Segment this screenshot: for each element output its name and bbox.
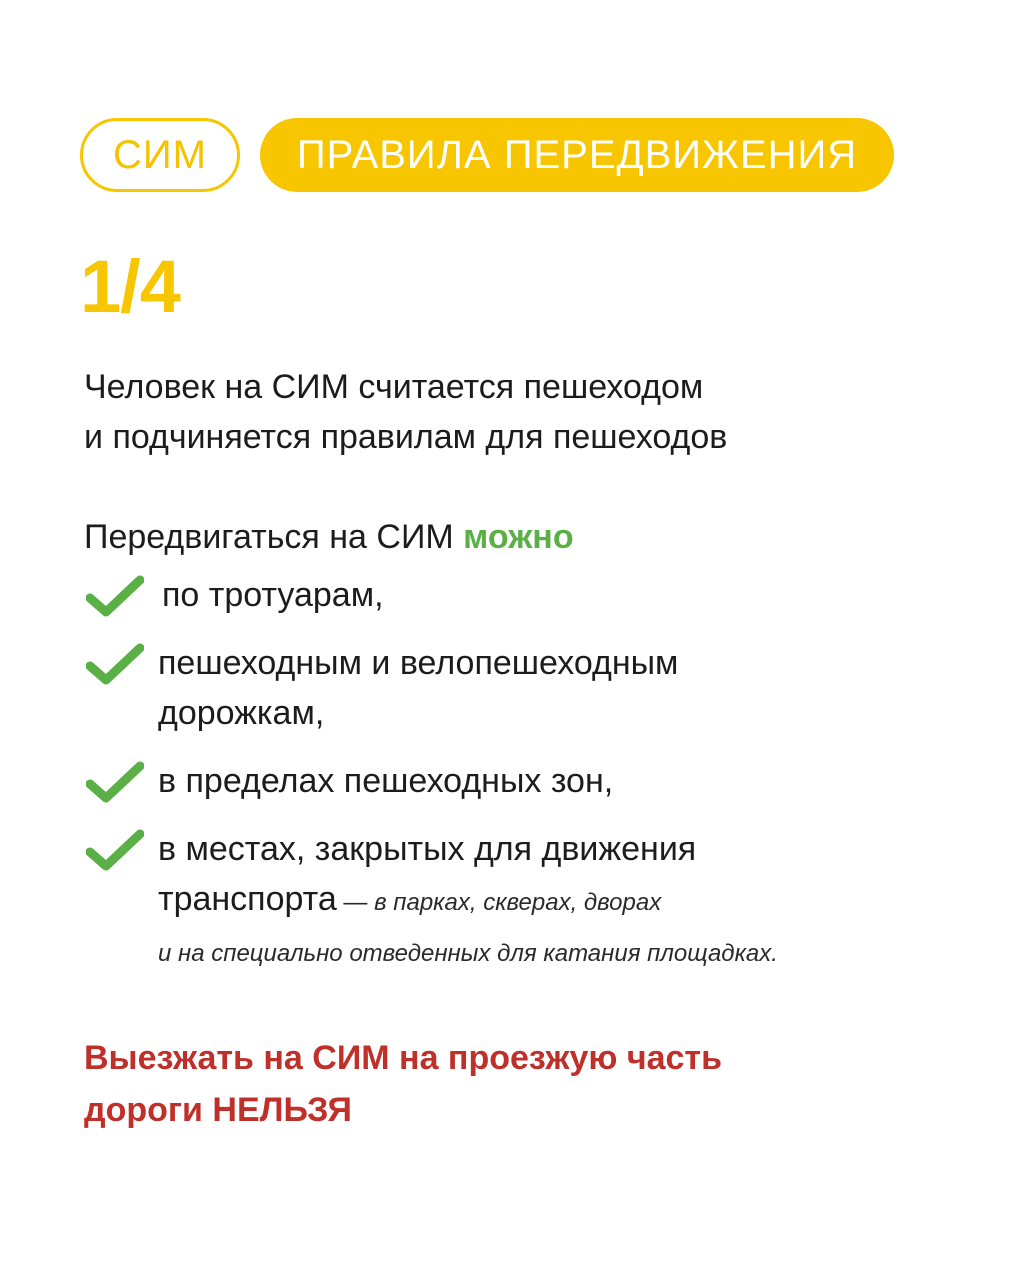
section-tag: ПРАВИЛА ПЕРЕДВИЖЕНИЯ <box>260 118 894 192</box>
header-tags <box>80 118 894 192</box>
list-item <box>86 824 986 980</box>
allowed-lead: Передвигаться на СИМ <box>84 518 464 556</box>
list-item-text-transport: транспорта <box>158 880 337 918</box>
check-icon <box>86 760 144 806</box>
list-item-text: пешеходным и велопешеходным <box>158 644 679 682</box>
list-item <box>86 570 986 620</box>
intro-line-2: и подчиняется правилам для пешеходов <box>84 418 728 456</box>
allowed-heading <box>84 512 574 562</box>
list-item <box>86 756 986 806</box>
warning-line-2: дороги НЕЛЬЗЯ <box>84 1091 352 1129</box>
topic-tag: СИМ <box>80 118 240 192</box>
list-item <box>86 638 986 738</box>
list-item-text-cont: дорожкам, <box>158 694 325 732</box>
slide-counter: 1/4 <box>80 245 180 328</box>
intro-line-1: Человек на СИМ считается пешеходом <box>84 368 704 406</box>
warning-text <box>84 1032 944 1136</box>
check-icon <box>86 574 144 620</box>
list-item-text: по тротуарам, <box>162 576 384 614</box>
list-item-note-cont: и на специально отведенных для катания площадках. <box>158 940 778 967</box>
list-item-text: в местах, закрытых для движения <box>158 830 697 868</box>
allowed-emphasis: можно <box>463 518 574 556</box>
check-icon <box>86 642 144 688</box>
allowed-list <box>86 570 986 998</box>
check-icon <box>86 828 144 874</box>
intro-text <box>84 362 944 462</box>
list-item-note: — в парках, скверах, дворах <box>336 889 662 916</box>
warning-line-1: Выезжать на СИМ на проезжую часть <box>84 1039 722 1077</box>
list-item-text: в пределах пешеходных зон, <box>158 762 614 800</box>
list-item-text-cont <box>158 874 986 928</box>
